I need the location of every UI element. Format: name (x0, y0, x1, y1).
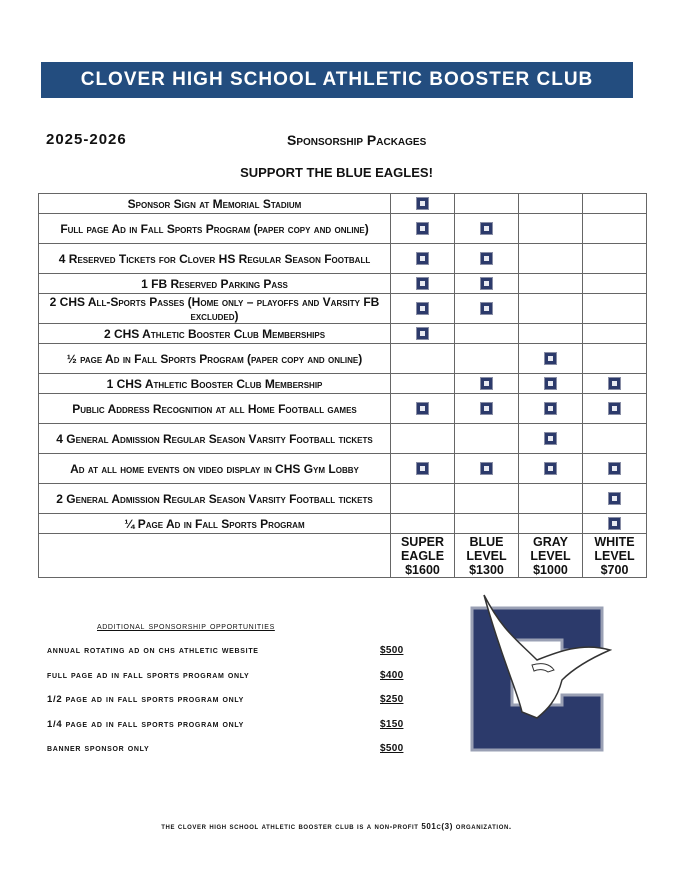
additional-item-price: $250 (380, 694, 404, 705)
level-cell (583, 274, 647, 294)
eagle-check-icon (416, 402, 429, 415)
level-cell (519, 514, 583, 534)
tagline: SUPPORT THE BLUE EAGLES! (240, 165, 433, 180)
benefit-label: 1 FB Reserved Parking Pass (39, 274, 391, 294)
level-line1: SUPER (400, 534, 445, 549)
benefit-label: 4 Reserved Tickets for Clover HS Regular Season Football (39, 244, 391, 274)
level-cell (455, 454, 519, 484)
level-cell (455, 484, 519, 514)
level-cell (583, 484, 647, 514)
additional-item-label: annual rotating ad on chs athletic website (47, 645, 259, 656)
eagle-check-icon (480, 277, 493, 290)
level-cell (583, 374, 647, 394)
eagle-check-icon (480, 252, 493, 265)
additional-item-label: 1/2 page ad in fall sports program only (47, 694, 245, 705)
level-cell (455, 324, 519, 344)
additional-item-label: full page ad in fall sports program only (47, 669, 250, 681)
eagle-check-icon (416, 197, 429, 210)
level-cell (391, 344, 455, 374)
level-cell (519, 454, 583, 484)
benefit-label: Ad at all home events on video display in CHS Gym Lobby (39, 454, 391, 484)
eagle-check-icon (416, 252, 429, 265)
table-row (39, 514, 647, 534)
eagle-check-icon (480, 462, 493, 475)
level-cell (519, 394, 583, 424)
level-cell (583, 244, 647, 274)
level-cell (583, 324, 647, 344)
eagle-check-icon (480, 402, 493, 415)
table-row (39, 194, 647, 214)
table-row (39, 324, 647, 344)
eagle-check-icon (544, 462, 557, 475)
level-cell (455, 194, 519, 214)
footer-note: the clover high school athletic booster club is a non-profit 501c(3) organization. (161, 822, 512, 831)
level-cell (391, 214, 455, 244)
level-header (455, 534, 519, 578)
benefit-label: Sponsor Sign at Memorial Stadium (39, 194, 391, 214)
level-cell (455, 244, 519, 274)
table-row (39, 274, 647, 294)
level-cell (583, 394, 647, 424)
table-row (39, 214, 647, 244)
level-cell (391, 374, 455, 394)
level-header (519, 534, 583, 578)
additional-item-label: 1/4 page ad in fall sports program only (47, 718, 245, 730)
level-cell (391, 394, 455, 424)
additional-item-price: $500 (380, 645, 404, 656)
eagle-check-icon (416, 302, 429, 315)
season-year: 2025-2026 (46, 131, 127, 148)
level-cell (391, 244, 455, 274)
blank-cell (39, 534, 391, 578)
level-cell (391, 514, 455, 534)
level-header (391, 534, 455, 578)
level-cell (391, 324, 455, 344)
level-cell (583, 344, 647, 374)
level-cell (455, 424, 519, 454)
eagle-check-icon (544, 377, 557, 390)
table-row (39, 294, 647, 324)
additional-item-price: $150 (380, 718, 404, 730)
level-cell (583, 214, 647, 244)
eagle-check-icon (608, 402, 621, 415)
table-row (39, 454, 647, 484)
level-price: $700 (600, 562, 629, 577)
title-banner (41, 62, 633, 98)
sponsorship-table (38, 193, 647, 578)
eagle-check-icon (544, 352, 557, 365)
level-cell (519, 344, 583, 374)
eagle-c-logo-icon (462, 590, 612, 755)
additional-item-price: $500 (380, 743, 404, 754)
table-row (39, 424, 647, 454)
eagle-check-icon (608, 377, 621, 390)
level-line2: LEVEL (466, 548, 507, 563)
benefit-label: ½ page Ad in Fall Sports Program (paper copy and online) (39, 344, 391, 374)
eagle-check-icon (480, 302, 493, 315)
level-cell (519, 484, 583, 514)
benefit-label: 2 CHS All-Sports Passes (Home only – playoffs and Varsity FB excluded) (39, 294, 391, 324)
level-cell (583, 294, 647, 324)
page-title: CLOVER HIGH SCHOOL ATHLETIC BOOSTER CLUB (80, 69, 594, 90)
level-cell (455, 514, 519, 534)
level-line1: GRAY (533, 534, 568, 549)
table-row (39, 484, 647, 514)
eagle-check-icon (480, 377, 493, 390)
benefit-label: 1 CHS Athletic Booster Club Membership (39, 374, 391, 394)
level-cell (455, 214, 519, 244)
level-cell (455, 374, 519, 394)
level-price: $1600 (405, 562, 440, 577)
level-cell (455, 274, 519, 294)
additional-item-label: banner sponsor only (47, 743, 150, 754)
level-line2: LEVEL (594, 548, 635, 563)
level-cell (519, 274, 583, 294)
level-cell (583, 194, 647, 214)
level-header (583, 534, 647, 578)
level-line1: WHITE (594, 534, 635, 549)
eagle-check-icon (608, 462, 621, 475)
eagle-check-icon (608, 492, 621, 505)
level-cell (519, 214, 583, 244)
level-cell (519, 194, 583, 214)
level-cell (519, 324, 583, 344)
level-cell (519, 244, 583, 274)
eagle-check-icon (416, 462, 429, 475)
eagle-check-icon (544, 432, 557, 445)
levels-row (39, 534, 647, 578)
level-price: $1000 (533, 562, 568, 577)
benefit-label: Public Address Recognition at all Home Football games (39, 394, 391, 424)
packages-heading: Sponsorship Packages (287, 132, 427, 148)
benefit-label: 2 CHS Athletic Booster Club Memberships (39, 324, 391, 344)
level-cell (391, 454, 455, 484)
table-row (39, 374, 647, 394)
level-cell (391, 294, 455, 324)
additional-item-price: $400 (380, 669, 404, 681)
level-cell (583, 424, 647, 454)
eagle-check-icon (416, 327, 429, 340)
table-row (39, 244, 647, 274)
benefit-label: 4 General Admission Regular Season Varsity Football tickets (39, 424, 391, 454)
table-row (39, 344, 647, 374)
eagle-check-icon (416, 277, 429, 290)
level-cell (519, 374, 583, 394)
benefit-label: ¼ Page Ad in Fall Sports Program (39, 514, 391, 534)
level-line1: BLUE (469, 534, 504, 549)
benefit-label: 2 General Admission Regular Season Varsity Football tickets (39, 484, 391, 514)
eagle-check-icon (416, 222, 429, 235)
level-cell (391, 194, 455, 214)
eagle-check-icon (480, 222, 493, 235)
level-cell (391, 424, 455, 454)
level-cell (519, 424, 583, 454)
level-line2: LEVEL (530, 548, 571, 563)
level-price: $1300 (469, 562, 504, 577)
additional-title: additional sponsorship opportunities (97, 620, 275, 632)
benefit-label: Full page Ad in Fall Sports Program (paper copy and online) (39, 214, 391, 244)
level-cell (583, 454, 647, 484)
level-cell (455, 294, 519, 324)
eagle-check-icon (608, 517, 621, 530)
level-cell (391, 484, 455, 514)
table-row (39, 394, 647, 424)
level-line2: EAGLE (400, 548, 445, 563)
level-cell (583, 514, 647, 534)
eagle-check-icon (544, 402, 557, 415)
level-cell (455, 344, 519, 374)
level-cell (455, 394, 519, 424)
level-cell (519, 294, 583, 324)
level-cell (391, 274, 455, 294)
